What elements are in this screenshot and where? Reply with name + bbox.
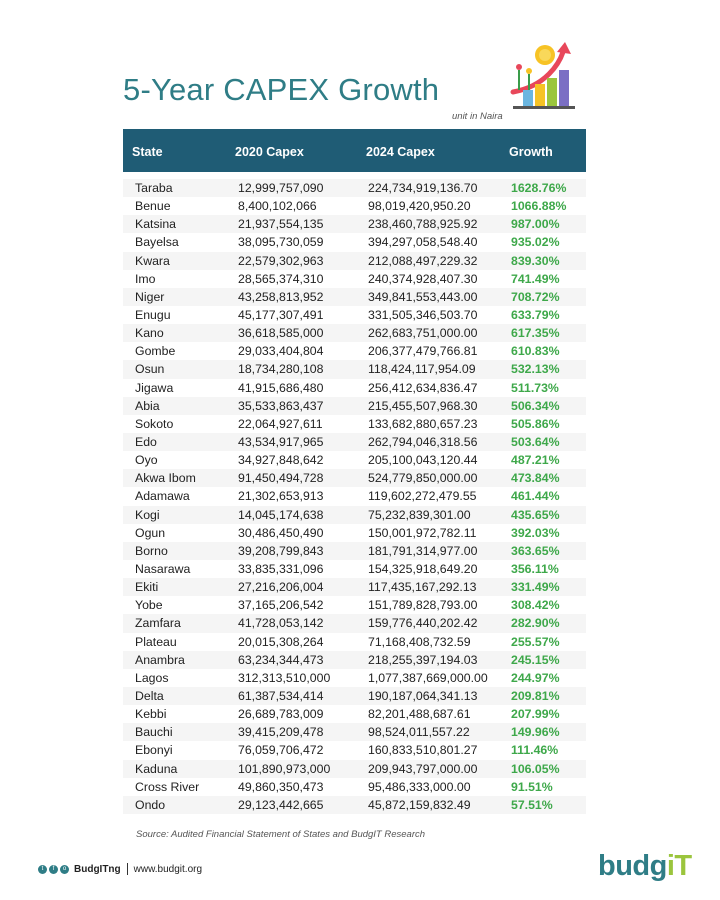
- capex-2024-cell: 331,505,346,503.70: [368, 307, 478, 322]
- page-title: 5-Year CAPEX Growth: [123, 72, 440, 107]
- capex-2020-cell: 21,302,653,913: [238, 489, 324, 504]
- growth-cell: 282.90%: [511, 616, 560, 631]
- capex-2024-cell: 238,460,788,925.92: [368, 217, 478, 232]
- state-cell: Sokoto: [135, 416, 174, 431]
- state-cell: Katsina: [135, 217, 177, 232]
- growth-cell: 617.35%: [511, 326, 560, 341]
- growth-cell: 505.86%: [511, 416, 560, 431]
- growth-chart-icon: [505, 40, 585, 112]
- growth-cell: 1066.88%: [511, 199, 567, 214]
- capex-2024-cell: 394,297,058,548.40: [368, 235, 478, 250]
- capex-2024-cell: 95,486,333,000.00: [368, 779, 471, 794]
- table-row: [123, 433, 586, 451]
- capex-2020-cell: 12,999,757,090: [238, 181, 324, 195]
- capex-2024-cell: 75,232,839,301.00: [368, 507, 471, 522]
- capex-2024-cell: 98,019,420,950.20: [368, 199, 471, 214]
- state-cell: Imo: [135, 271, 156, 286]
- capex-2020-cell: 14,045,174,638: [238, 507, 324, 522]
- logo-accent: iT: [666, 850, 692, 882]
- capex-2020-cell: 22,579,302,963: [238, 253, 324, 268]
- capex-2020-cell: 33,835,331,096: [238, 561, 324, 576]
- footer-social: [38, 863, 202, 875]
- capex-2024-cell: 82,201,488,687.61: [368, 707, 471, 722]
- logo-main: budg: [598, 850, 667, 882]
- capex-2020-cell: 101,890,973,000: [238, 761, 331, 776]
- capex-2024-cell: 159,776,440,202.42: [368, 616, 478, 631]
- table-row: [123, 487, 586, 505]
- state-cell: Ekiti: [135, 580, 159, 595]
- growth-cell: 149.96%: [511, 725, 560, 740]
- table-row: [123, 778, 586, 796]
- capex-2024-cell: 98,524,011,557.22: [368, 725, 470, 740]
- footer-divider: [127, 863, 128, 875]
- social-handle[interactable]: BudgITng: [74, 863, 121, 875]
- table-row: [123, 741, 586, 759]
- table-row: [123, 560, 586, 578]
- capex-2024-cell: 1,077,387,669,000.00: [368, 670, 488, 685]
- capex-2024-cell: 215,455,507,968.30: [368, 398, 478, 413]
- capex-2020-cell: 26,689,783,009: [238, 707, 324, 722]
- capex-2020-cell: 27,216,206,004: [238, 580, 324, 595]
- table-row: [123, 306, 586, 324]
- capex-2024-cell: 262,683,751,000.00: [368, 326, 478, 341]
- capex-2020-cell: 20,015,308,264: [238, 634, 324, 649]
- capex-2024-cell: 160,833,510,801.27: [368, 743, 478, 758]
- capex-2020-cell: 28,565,374,310: [238, 271, 324, 286]
- capex-2024-cell: 224,734,919,136.70: [368, 181, 478, 195]
- capex-2024-cell: 205,100,043,120.44: [368, 453, 478, 468]
- capex-2020-cell: 22,064,927,611: [238, 416, 323, 431]
- growth-cell: 106.05%: [511, 761, 560, 776]
- instagram-icon[interactable]: o: [60, 865, 69, 874]
- capex-2024-cell: 256,412,634,836.47: [368, 380, 478, 395]
- state-cell: Plateau: [135, 634, 177, 649]
- state-cell: Oyo: [135, 453, 158, 468]
- growth-cell: 503.64%: [511, 434, 560, 449]
- state-cell: Akwa Ibom: [135, 471, 196, 486]
- growth-cell: 207.99%: [511, 707, 560, 722]
- state-cell: Kaduna: [135, 761, 178, 776]
- state-cell: Osun: [135, 362, 165, 377]
- unit-note: unit in Naira: [452, 111, 503, 122]
- table-row: [123, 233, 586, 251]
- table-row: [123, 360, 586, 378]
- growth-cell: 435.65%: [511, 507, 560, 522]
- capex-2020-cell: 30,486,450,490: [238, 525, 324, 540]
- table-row: [123, 651, 586, 669]
- capex-2020-cell: 36,618,585,000: [238, 326, 324, 341]
- capex-2020-cell: 43,534,917,965: [238, 434, 324, 449]
- state-cell: Kogi: [135, 507, 160, 522]
- capex-2020-cell: 61,387,534,414: [238, 688, 324, 703]
- capex-2020-cell: 41,915,686,480: [238, 380, 324, 395]
- state-cell: Borno: [135, 543, 168, 558]
- social-icons: [38, 865, 69, 874]
- table-row: [123, 796, 586, 814]
- capex-2024-cell: 349,841,553,443.00: [368, 289, 478, 304]
- growth-cell: 741.49%: [511, 271, 560, 286]
- growth-cell: 839.30%: [511, 253, 560, 268]
- state-cell: Edo: [135, 434, 157, 449]
- source-note: Source: Audited Financial Statement of States and BudgIT Research: [136, 829, 426, 840]
- table-row: [123, 596, 586, 614]
- table-row: [123, 270, 586, 288]
- state-cell: Zamfara: [135, 616, 181, 631]
- state-cell: Enugu: [135, 307, 171, 322]
- state-cell: Taraba: [135, 181, 173, 195]
- header-state: State: [132, 145, 163, 159]
- table-row: [123, 506, 586, 524]
- growth-cell: 511.73%: [511, 380, 559, 395]
- growth-cell: 244.97%: [511, 670, 560, 685]
- state-cell: Adamawa: [135, 489, 190, 504]
- capex-2020-cell: 76,059,706,472: [238, 743, 324, 758]
- state-cell: Kwara: [135, 253, 170, 268]
- state-cell: Delta: [135, 688, 164, 703]
- growth-cell: 1628.76%: [511, 181, 567, 195]
- growth-cell: 91.51%: [511, 779, 553, 794]
- twitter-icon[interactable]: t: [38, 865, 47, 874]
- table-row: [123, 542, 586, 560]
- table-header: [123, 129, 586, 172]
- capex-2024-cell: 262,794,046,318.56: [368, 434, 478, 449]
- state-cell: Gombe: [135, 344, 176, 359]
- capex-2024-cell: 117,435,167,292.13: [368, 580, 477, 595]
- table-row: [123, 342, 586, 360]
- capex-2020-cell: 43,258,813,952: [238, 289, 324, 304]
- table-row: [123, 469, 586, 487]
- table-row: [123, 524, 586, 542]
- table-row: [123, 379, 586, 397]
- growth-cell: 308.42%: [511, 598, 560, 613]
- capex-2020-cell: 21,937,554,135: [238, 217, 324, 232]
- growth-cell: 461.44%: [511, 489, 560, 504]
- state-cell: Ebonyi: [135, 743, 173, 758]
- table-row: [123, 669, 586, 687]
- growth-cell: 245.15%: [511, 652, 560, 667]
- table-row: [123, 723, 586, 741]
- capex-2024-cell: 133,682,880,657.23: [368, 416, 478, 431]
- capex-2020-cell: 29,033,404,804: [238, 344, 324, 359]
- capex-2024-cell: 240,374,928,407.30: [368, 271, 478, 286]
- table-row: [123, 687, 586, 705]
- state-cell: Ondo: [135, 797, 166, 812]
- state-cell: Anambra: [135, 652, 185, 667]
- capex-2024-cell: 154,325,918,649.20: [368, 561, 478, 576]
- capex-2024-cell: 218,255,397,194.03: [368, 652, 478, 667]
- budgit-logo: [598, 850, 692, 883]
- capex-2024-cell: 212,088,497,229.32: [368, 253, 478, 268]
- header-2024-capex: 2024 Capex: [366, 145, 435, 159]
- capex-2024-cell: 150,001,972,782.11: [368, 525, 477, 540]
- table-row: [123, 415, 586, 433]
- capex-2020-cell: 18,734,280,108: [238, 362, 324, 377]
- table-row: [123, 324, 586, 342]
- capex-2024-cell: 524,779,850,000.00: [368, 471, 478, 486]
- capex-2020-cell: 38,095,730,059: [238, 235, 324, 250]
- header-growth: Growth: [509, 145, 553, 159]
- growth-cell: 392.03%: [511, 525, 560, 540]
- capex-2020-cell: 39,415,209,478: [238, 725, 324, 740]
- growth-cell: 473.84%: [511, 471, 560, 486]
- capex-2020-cell: 41,728,053,142: [238, 616, 324, 631]
- state-cell: Yobe: [135, 598, 163, 613]
- growth-cell: 209.81%: [511, 688, 560, 703]
- state-cell: Kebbi: [135, 707, 167, 722]
- state-cell: Nasarawa: [135, 561, 191, 576]
- table-row: [123, 179, 586, 197]
- state-cell: Jigawa: [135, 380, 174, 395]
- state-cell: Ogun: [135, 525, 166, 540]
- website-link[interactable]: www.budgit.org: [133, 863, 203, 875]
- capex-2024-cell: 209,943,797,000.00: [368, 761, 478, 776]
- table-row: [123, 760, 586, 778]
- capex-2020-cell: 34,927,848,642: [238, 453, 324, 468]
- capex-2024-cell: 119,602,272,479.55: [368, 489, 477, 504]
- growth-cell: 331.49%: [511, 580, 560, 595]
- capex-2024-cell: 181,791,314,977.00: [368, 543, 478, 558]
- state-cell: Benue: [135, 199, 171, 214]
- capex-2020-cell: 49,860,350,473: [238, 779, 324, 794]
- facebook-icon[interactable]: f: [49, 865, 58, 874]
- capex-2024-cell: 206,377,479,766.81: [368, 344, 478, 359]
- growth-cell: 633.79%: [511, 307, 560, 322]
- growth-cell: 708.72%: [511, 289, 560, 304]
- capex-2024-cell: 118,424,117,954.09: [368, 362, 476, 377]
- state-cell: Bayelsa: [135, 235, 179, 250]
- capex-2020-cell: 45,177,307,491: [238, 307, 324, 322]
- growth-cell: 487.21%: [511, 453, 560, 468]
- capex-2020-cell: 37,165,206,542: [238, 598, 324, 613]
- table-row: [123, 197, 586, 215]
- capex-2024-cell: 151,789,828,793.00: [368, 598, 478, 613]
- growth-cell: 356.11%: [511, 561, 559, 576]
- capex-2024-cell: 71,168,408,732.59: [368, 634, 471, 649]
- capex-2020-cell: 63,234,344,473: [238, 652, 324, 667]
- capex-2020-cell: 91,450,494,728: [238, 471, 324, 486]
- table-row: [123, 578, 586, 596]
- growth-cell: 111.46%: [511, 743, 559, 758]
- state-cell: Lagos: [135, 670, 169, 685]
- header-2020-capex: 2020 Capex: [235, 145, 304, 159]
- table-row: [123, 705, 586, 723]
- capex-2020-cell: 35,533,863,437: [238, 398, 324, 413]
- capex-2024-cell: 190,187,064,341.13: [368, 688, 478, 703]
- growth-cell: 506.34%: [511, 398, 560, 413]
- growth-cell: 610.83%: [511, 344, 560, 359]
- growth-cell: 363.65%: [511, 543, 560, 558]
- capex-2020-cell: 8,400,102,066: [238, 199, 317, 214]
- growth-cell: 255.57%: [511, 634, 560, 649]
- table-row: [123, 252, 586, 270]
- state-cell: Niger: [135, 289, 165, 304]
- table-row: [123, 451, 586, 469]
- table-row: [123, 288, 586, 306]
- table-body: [123, 179, 586, 814]
- capex-2020-cell: 39,208,799,843: [238, 543, 324, 558]
- table-row: [123, 215, 586, 233]
- capex-2020-cell: 312,313,510,000: [238, 670, 331, 685]
- capex-2024-cell: 45,872,159,832.49: [368, 797, 471, 812]
- growth-cell: 532.13%: [511, 362, 560, 377]
- table-row: [123, 633, 586, 651]
- capex-2020-cell: 29,123,442,665: [238, 797, 324, 812]
- state-cell: Bauchi: [135, 725, 173, 740]
- growth-cell: 57.51%: [511, 797, 553, 812]
- growth-cell: 987.00%: [511, 217, 560, 232]
- table-row: [123, 614, 586, 632]
- table-row: [123, 397, 586, 415]
- growth-cell: 935.02%: [511, 235, 560, 250]
- state-cell: Abia: [135, 398, 160, 413]
- state-cell: Cross River: [135, 779, 200, 794]
- state-cell: Kano: [135, 326, 164, 341]
